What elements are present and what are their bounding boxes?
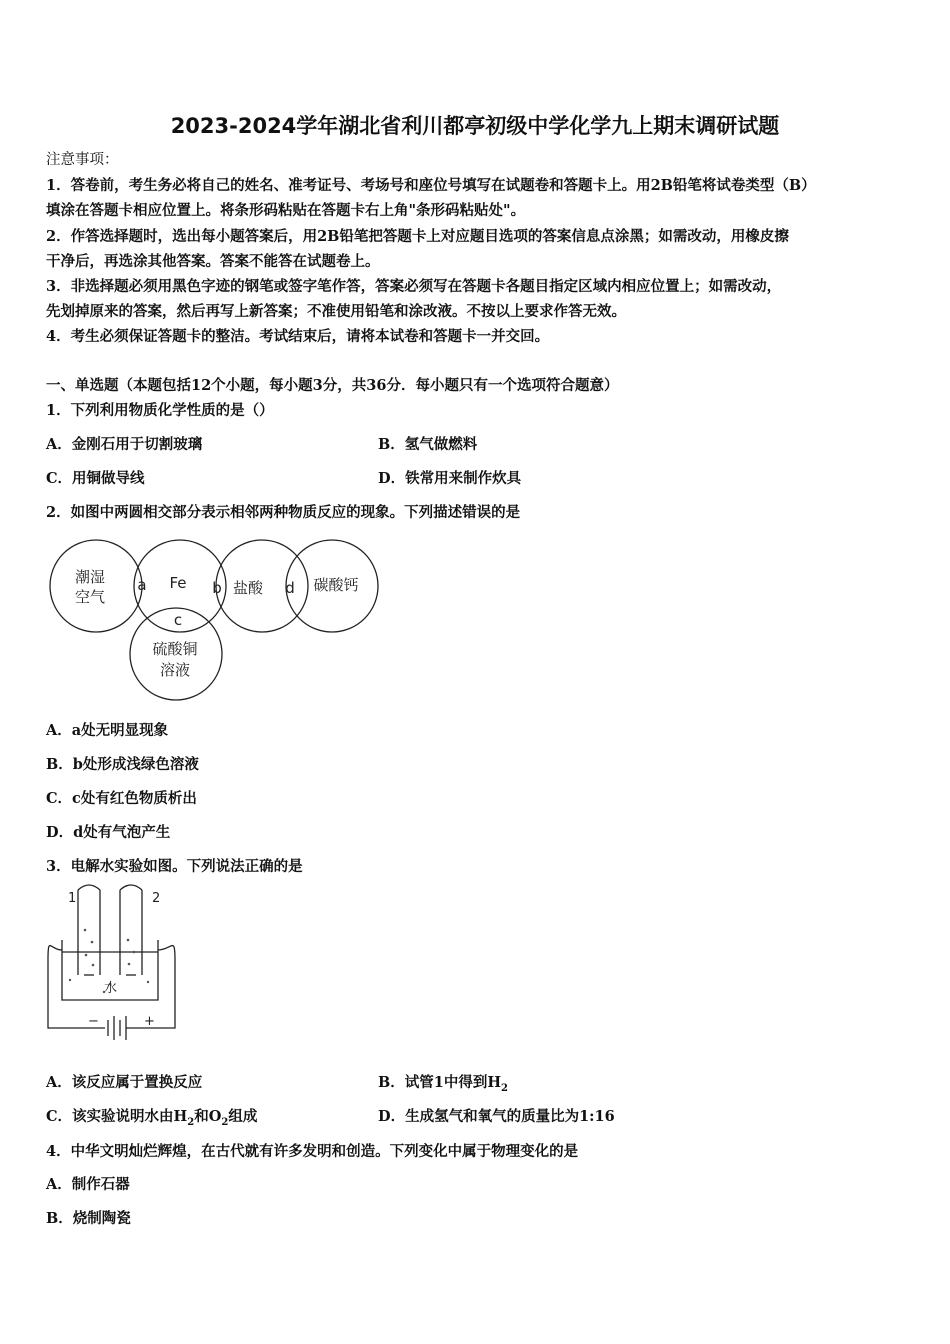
q3-option-c-end: 组成: [228, 1108, 258, 1125]
tube-2-label: 2: [152, 891, 161, 906]
notice-line: 填涂在答题卡相应位置上。将条形码粘贴在答题卡右上角"条形码粘贴处"。: [46, 202, 526, 219]
q4-option-a[interactable]: A．制作石器: [46, 1176, 130, 1193]
label-fe: Fe: [169, 574, 187, 592]
question-4-stem: 4．中华文明灿烂辉煌，在古代就有许多发明和创造。下列变化中属于物理变化的是: [46, 1143, 579, 1160]
question-3-stem: 3．电解水实验如图。下列说法正确的是: [46, 858, 303, 875]
positive-terminal: +: [144, 1014, 155, 1029]
question-1-stem: 1．下列利用物质化学性质的是（）: [46, 402, 274, 419]
q3-option-b-text: B．试管1中得到H: [378, 1074, 502, 1091]
q2-option-d[interactable]: D．d处有气泡产生: [46, 824, 171, 841]
notice-line: 先划掉原来的答案，然后再写上新答案；不准使用铅笔和涂改液。不按以上要求作答无效。: [46, 303, 626, 320]
q1-option-a[interactable]: A．金刚石用于切割玻璃: [46, 436, 203, 453]
label-b: b: [212, 579, 222, 597]
tube-1-label: 1: [68, 891, 77, 906]
circle-humid-air: [50, 540, 142, 632]
q3-option-a[interactable]: A．该反应属于置换反应: [46, 1074, 203, 1091]
q1-option-c[interactable]: C．用铜做导线: [46, 470, 145, 487]
notice-line: 4．考生必须保证答题卡的整洁。考试结束后，请将本试卷和答题卡一并交回。: [46, 328, 550, 345]
label-d: d: [285, 579, 295, 597]
label-c: c: [173, 611, 183, 629]
q2-option-a[interactable]: A．a处无明显现象: [46, 722, 169, 739]
notice-line: 3．非选择题必须用黑色字迹的钢笔或签字笔作答，答案必须写在答题卡各题目指定区域内相应位置上；如需改动，: [46, 278, 782, 295]
label-humid: 潮湿: [74, 568, 106, 586]
subscript: 2: [221, 1116, 229, 1128]
electrolysis-diagram: [40, 880, 190, 1050]
notice-heading: 注意事项：: [46, 152, 119, 168]
q1-option-d[interactable]: D．铁常用来制作炊具: [378, 470, 522, 487]
q3-option-d[interactable]: D．生成氢气和氧气的质量比为1:16: [378, 1108, 615, 1125]
subscript: 2: [187, 1116, 195, 1128]
section-heading: 一、单选题（本题包括12个小题，每小题3分，共36分．每小题只有一个选项符合题意）: [46, 377, 619, 394]
q3-option-c[interactable]: [46, 1107, 257, 1133]
label-a: a: [137, 576, 147, 594]
notice-line: 1．答卷前，考生务必将自己的姓名、准考证号、考场号和座位号填写在试题卷和答题卡上。用2B铅笔将试卷类型（B）: [46, 177, 816, 194]
label-cuso4: 硫酸铜: [152, 640, 198, 658]
water-label: 水: [104, 981, 118, 996]
label-hcl: 盐酸: [232, 579, 264, 597]
page-title: 2023-2024学年湖北省利川都亭初级中学化学九上期末调研试题: [170, 114, 780, 138]
subscript: 2: [501, 1082, 509, 1094]
negative-terminal: −: [88, 1014, 99, 1029]
q4-option-b[interactable]: B．烧制陶瓷: [46, 1210, 131, 1227]
label-solution: 溶液: [159, 661, 191, 679]
label-caco3: 碳酸钙: [313, 576, 359, 594]
q1-option-b[interactable]: B．氢气做燃料: [378, 436, 478, 453]
q2-option-c[interactable]: C．c处有红色物质析出: [46, 790, 197, 807]
notice-line: 干净后，再选涂其他答案。答案不能答在试题卷上。: [46, 253, 380, 270]
reaction-circles-diagram: [40, 530, 390, 705]
label-air: 空气: [74, 588, 106, 606]
q3-option-c-text: C．该实验说明水由H: [46, 1108, 188, 1125]
q3-option-b[interactable]: [378, 1073, 508, 1099]
notice-line: 2．作答选择题时，选出每小题答案后，用2B铅笔把答题卡上对应题目选项的答案信息点涂黑；如需改动，用橡皮擦: [46, 228, 789, 245]
question-2-stem: 2．如图中两圆相交部分表示相邻两种物质反应的现象。下列描述错误的是: [46, 504, 521, 521]
q2-option-b[interactable]: B．b处形成浅绿色溶液: [46, 756, 199, 773]
q3-option-c-mid: 和O: [194, 1108, 222, 1125]
